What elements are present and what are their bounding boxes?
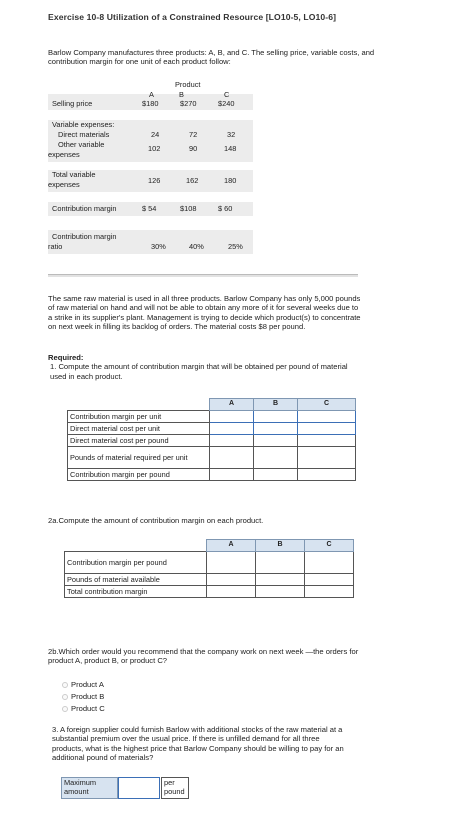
q1-r1-c-input[interactable]: [300, 412, 353, 422]
option-label: Product B: [71, 692, 105, 701]
radio-icon[interactable]: [62, 706, 68, 712]
selling-price-b: $270: [180, 99, 197, 108]
other-variable-label: Other variable: [58, 140, 105, 149]
max-amount-input[interactable]: [118, 777, 160, 799]
q2a-table: [64, 539, 354, 598]
q1-r4-c-input[interactable]: [300, 453, 353, 463]
section-divider: [48, 274, 358, 277]
total-variable-label: Total variable: [52, 170, 96, 179]
q2a-col-b: B: [256, 540, 305, 552]
q2a-input-a[interactable]: [207, 586, 256, 598]
question-3: 3. A foreign supplier could furnish Barlow with additional stocks of the raw material at a substantial premium over the usual price. If there is unfilled demand for all three products, what is the highest price that Barlow Company should be willing to pay for an additional pound of materials?: [52, 725, 344, 763]
option-label: Product A: [71, 680, 104, 689]
q2a-row-label: Total contribution margin: [65, 586, 207, 598]
cm-ratio-a: 30%: [151, 242, 166, 251]
q2a-col-a: A: [207, 540, 256, 552]
q2a-corner: [65, 540, 207, 552]
max-amount-unit: per pound: [161, 777, 189, 799]
required-heading: Required:: [48, 353, 84, 362]
option-product-b[interactable]: [62, 692, 104, 701]
q1-input-c[interactable]: [298, 411, 356, 423]
contribution-margin-b: $108: [180, 204, 197, 213]
other-variable-c: 148: [224, 144, 237, 153]
product-header: Product: [175, 80, 201, 89]
option-label: Product C: [71, 704, 105, 713]
direct-materials-b: 72: [189, 130, 198, 139]
q1-r2-b-input[interactable]: [256, 424, 295, 434]
q1-r2-a-input[interactable]: [212, 424, 251, 434]
cm-ratio-label: Contribution margin: [52, 232, 117, 241]
q1-row-label: Contribution margin per pound: [68, 469, 210, 481]
q1-input-b[interactable]: [254, 411, 298, 423]
total-variable-b: 162: [186, 176, 199, 185]
q2a-r1-c-input[interactable]: [307, 558, 351, 568]
question-2b: 2b.Which order would you recommend that the company work on next week —the orders for product A, product B, or product C?: [48, 647, 359, 666]
contribution-margin-c: $ 60: [218, 204, 233, 213]
col-b-header: B: [179, 90, 184, 99]
q1-input-b[interactable]: [254, 469, 298, 481]
q2a-row-label: Contribution margin per pound: [65, 552, 207, 574]
q1-input-a[interactable]: [210, 423, 254, 435]
q1-input-b[interactable]: [254, 423, 298, 435]
q1-col-b: B: [254, 399, 298, 411]
direct-materials-a: 24: [151, 130, 160, 139]
q1-input-a[interactable]: [210, 435, 254, 447]
q2a-input-c[interactable]: [305, 574, 354, 586]
q1-r4-a-input[interactable]: [212, 453, 251, 463]
direct-materials-c: 32: [227, 130, 236, 139]
q2a-r3-c-input[interactable]: [307, 587, 351, 597]
selling-price-label: Selling price: [52, 99, 93, 108]
q1-input-a[interactable]: [210, 469, 254, 481]
q1-input-b[interactable]: [254, 447, 298, 469]
direct-materials-label: Direct materials: [58, 130, 110, 139]
option-product-c[interactable]: [62, 704, 105, 713]
total-variable-c: 180: [224, 176, 237, 185]
q2a-row-label: Pounds of material available: [65, 574, 207, 586]
q2a-input-b[interactable]: [256, 552, 305, 574]
q1-input-c[interactable]: [298, 469, 356, 481]
q2a-r3-b-input[interactable]: [258, 587, 302, 597]
question-1: 1. Compute the amount of contribution margin that will be obtained per pound of material used in each product.: [50, 362, 348, 381]
max-amount-label: Maximum amount: [61, 777, 118, 799]
required-section: [48, 353, 363, 381]
other-variable-a: 102: [148, 144, 161, 153]
variable-expenses-label: Variable expenses:: [52, 120, 115, 129]
q2a-input-c[interactable]: [305, 586, 354, 598]
q1-input-a[interactable]: [210, 447, 254, 469]
selling-price-a: $180: [142, 99, 159, 108]
q2a-col-c: C: [305, 540, 354, 552]
q1-row-label: Direct material cost per pound: [68, 435, 210, 447]
selling-price-c: $240: [218, 99, 235, 108]
q1-input-c[interactable]: [298, 447, 356, 469]
option-product-a[interactable]: [62, 680, 104, 689]
q1-r3-b-input[interactable]: [256, 436, 295, 446]
cm-ratio-c: 25%: [228, 242, 243, 251]
other-variable-b: 90: [189, 144, 198, 153]
q1-table: [67, 398, 356, 481]
q2a-r2-b-input[interactable]: [258, 575, 302, 585]
q1-r1-a-input[interactable]: [212, 412, 251, 422]
q1-r2-c-input[interactable]: [300, 424, 353, 434]
q1-input-c[interactable]: [298, 435, 356, 447]
q2a-r2-a-input[interactable]: [209, 575, 253, 585]
product-data-table: [48, 78, 253, 268]
exercise-title: Exercise 10-8 Utilization of a Constrained Resource [LO10-5, LO10-6]: [48, 12, 337, 22]
contribution-margin-label: Contribution margin: [52, 204, 117, 213]
q1-col-a: A: [210, 399, 254, 411]
q2a-r1-b-input[interactable]: [258, 558, 302, 568]
q2a-input-a[interactable]: [207, 552, 256, 574]
intro-text: Barlow Company manufactures three products: A, B, and C. The selling price, variable costs, and contribution margin for one unit of each product follow:: [48, 48, 375, 67]
q1-r3-a-input[interactable]: [212, 436, 251, 446]
q1-row-label: Pounds of material required per unit: [68, 447, 210, 469]
q1-row-label: Direct material cost per unit: [68, 423, 210, 435]
total-variable-label-2: expenses: [48, 180, 80, 189]
radio-icon[interactable]: [62, 694, 68, 700]
max-amount-row: [61, 777, 189, 799]
q1-r5-c-input[interactable]: [300, 470, 353, 480]
q1-r5-b-input[interactable]: [256, 470, 295, 480]
other-variable-label-2: expenses: [48, 150, 80, 159]
q1-row-label: Contribution margin per unit: [68, 411, 210, 423]
q2a-input-c[interactable]: [305, 552, 354, 574]
q2a-r1-a-input[interactable]: [209, 558, 253, 568]
radio-icon[interactable]: [62, 682, 68, 688]
q1-input-b[interactable]: [254, 435, 298, 447]
q1-input-c[interactable]: [298, 423, 356, 435]
q1-col-c: C: [298, 399, 356, 411]
q2a-input-b[interactable]: [256, 574, 305, 586]
contribution-margin-a: $ 54: [142, 204, 157, 213]
q1-corner: [68, 399, 210, 411]
col-c-header: C: [224, 90, 230, 99]
q1-r3-c-input[interactable]: [300, 436, 353, 446]
q1-r5-a-input[interactable]: [212, 470, 251, 480]
cm-ratio-label-2: ratio: [48, 242, 63, 251]
q2a-r3-a-input[interactable]: [209, 587, 253, 597]
problem-paragraph: The same raw material is used in all three products. Barlow Company has only 5,000 pounds of raw material on hand and will not be able to obtain any more of it for several weeks due to a strike in its supplier's plant. Management is trying to decide which product(s) to concentrate on next week in filling its backlog of orders. The material costs $8 per pound.: [48, 294, 361, 332]
q1-input-a[interactable]: [210, 411, 254, 423]
q2a-r2-c-input[interactable]: [307, 575, 351, 585]
q1-r1-b-input[interactable]: [256, 412, 295, 422]
total-variable-a: 126: [148, 176, 161, 185]
q2a-input-b[interactable]: [256, 586, 305, 598]
question-2a: 2a.Compute the amount of contribution margin on each product.: [48, 516, 264, 525]
q2a-input-a[interactable]: [207, 574, 256, 586]
col-a-header: A: [149, 90, 154, 99]
cm-ratio-b: 40%: [189, 242, 204, 251]
q1-r4-b-input[interactable]: [256, 453, 295, 463]
